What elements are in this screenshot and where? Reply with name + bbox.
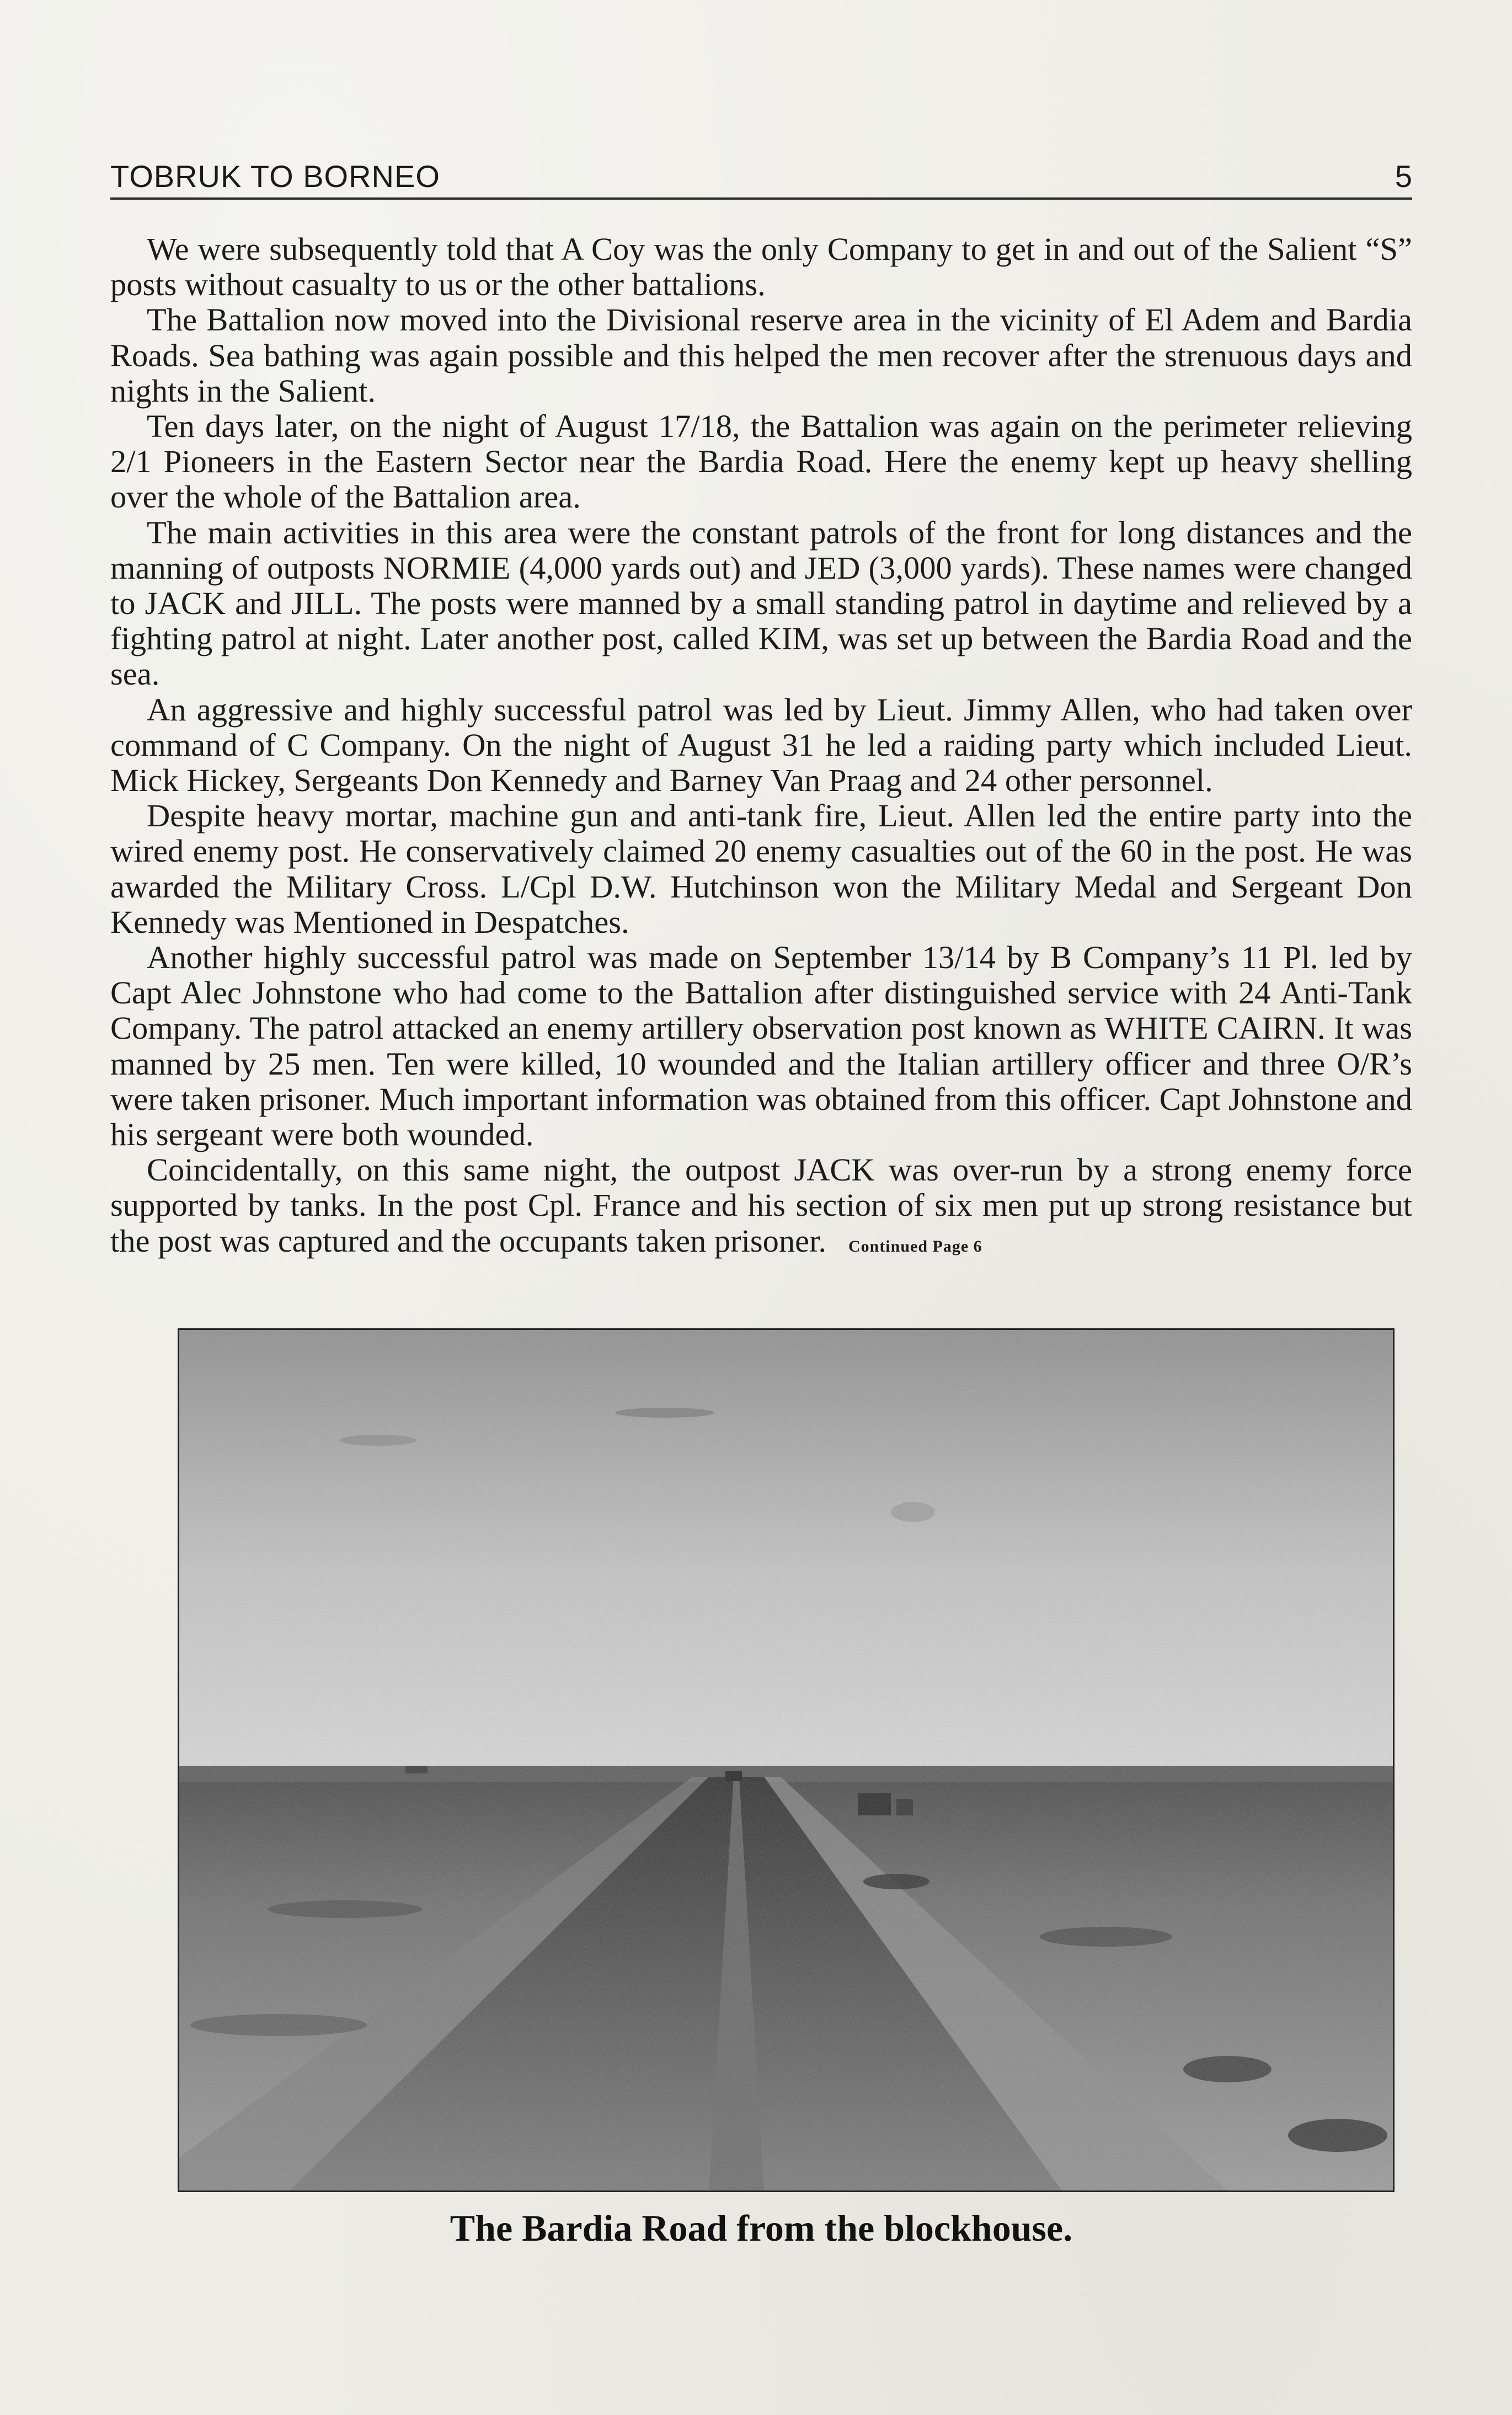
page-header: [110, 153, 1412, 200]
continued-note: Continued Page 6: [848, 1237, 982, 1255]
paragraph: We were subsequently told that A Coy was the only Company to get in and out of the Salient “S” posts without casualty to us or the other battalions.: [110, 231, 1412, 303]
paragraph-text: Coincidentally, on this same night, the outpost JACK was over-run by a strong enemy force supported by tanks. In the post Cpl. France and his section of six men put up strong resistance but the post was captured and the occupants taken prisoner.: [110, 1152, 1412, 1259]
page-number: 5: [1395, 159, 1412, 194]
road-photograph: [178, 1328, 1395, 2192]
paragraph: Ten days later, on the night of August 17/18, the Battalion was again on the perimeter relieving 2/1 Pioneers in the Eastern Sector near the Bardia Road. Here the enemy kept up heavy shelling over the whole of the Battalion area.: [110, 408, 1412, 515]
photo-caption: The Bardia Road from the blockhouse.: [450, 2207, 1073, 2249]
paragraph: The main activities in this area were the constant patrols of the front for long distances and the manning of outposts NORMIE (4,000 yards out) and JED (3,000 yards). These names were changed to JACK and JILL. The posts were manned by a small standing patrol in daytime and relieved by a fighting patrol at night. Later another post, called KIM, was set up between the Bardia Road and the sea.: [110, 514, 1412, 692]
paragraph: Despite heavy mortar, machine gun and anti-tank fire, Lieut. Allen led the entire party into the wired enemy post. He conservatively claimed 20 enemy casualties out of the 60 in the post. He was awarded the Military Cross. L/Cpl D.W. Hutchinson won the Military Medal and Sergeant Don Kennedy was Mentioned in Despatches.: [110, 798, 1412, 940]
road-photograph-image: [179, 1330, 1393, 2190]
running-head: TOBRUK TO BORNEO: [110, 159, 440, 194]
paragraph: Another highly successful patrol was made on September 13/14 by B Company’s 11 Pl. led by Capt Alec Johnstone who had come to the Battalion after distinguished service with 24 Anti-Tank Company. The patrol attacked an enemy artillery observation post known as WHITE CAIRN. It was manned by 25 men. Ten were killed, 10 wounded and the Italian artillery officer and three O/R’s were taken prisoner. Much important information was obtained from this officer. Capt Johnstone and his sergeant were both wounded.: [110, 939, 1412, 1153]
article-body: [110, 232, 1412, 1264]
paragraph-last: [110, 1152, 1412, 1264]
paragraph: The Battalion now moved into the Divisional reserve area in the vicinity of El Adem and Bardia Roads. Sea bathing was again possible and this helped the men recover after the strenuous days and nights in the Salient.: [110, 302, 1412, 409]
paragraph: An aggressive and highly successful patrol was led by Lieut. Jimmy Allen, who had taken over command of C Company. On the night of August 31 he led a raiding party which included Lieut. Mick Hickey, Sergeants Don Kennedy and Barney Van Praag and 24 other personnel.: [110, 691, 1412, 799]
